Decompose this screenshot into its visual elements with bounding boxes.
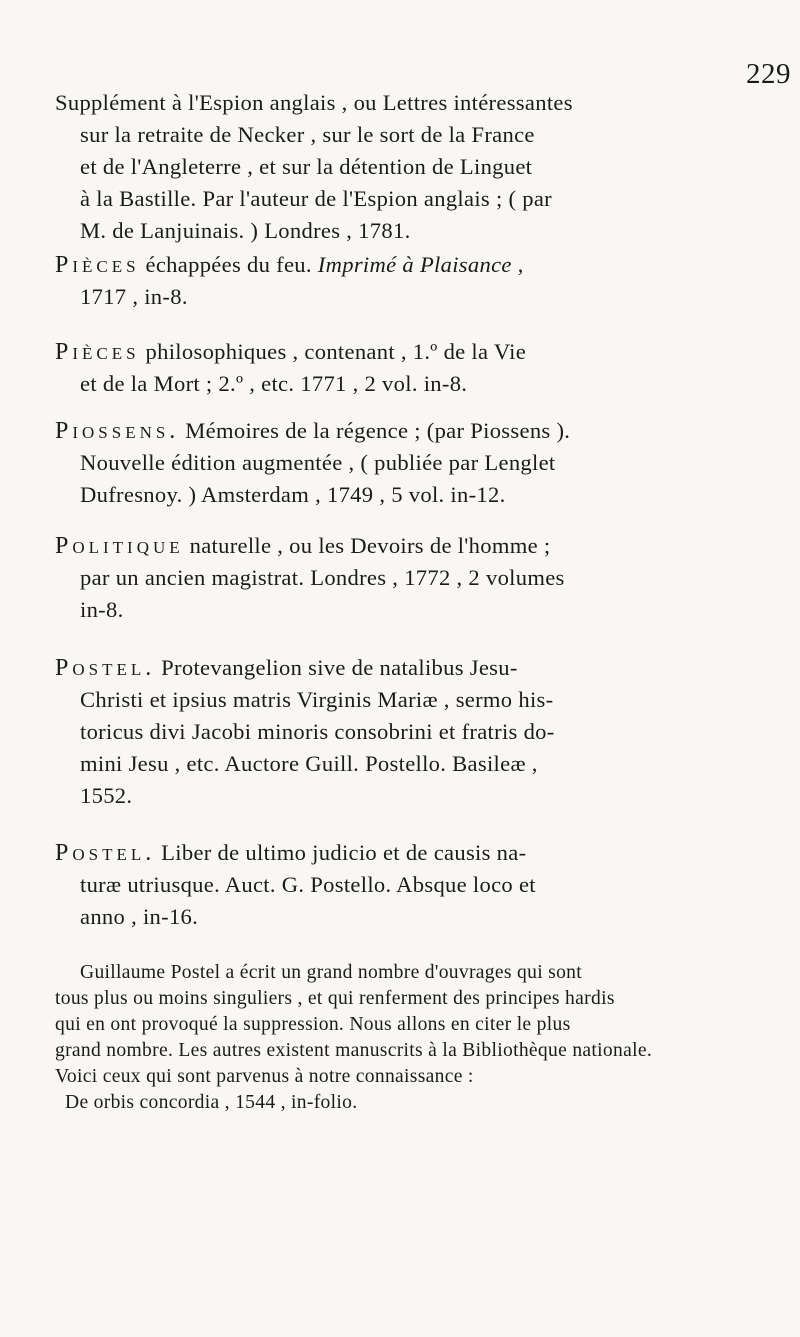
- entry-line: et de l'Angleterre , et sur la détention de Linguet: [80, 154, 533, 179]
- note-line: qui en ont provoqué la suppression. Nous allons en citer le plus: [55, 1014, 571, 1035]
- postel-note: [55, 960, 779, 1116]
- entry-line: [55, 837, 779, 869]
- entry-line: toricus divi Jacobi minoris consobrini et fratris do-: [80, 719, 555, 744]
- entry-text: Protevangelion sive de natalibus Jesu-: [155, 655, 518, 680]
- entry-text: ,: [511, 252, 524, 277]
- entry-pieces-philosophiques: [55, 336, 779, 400]
- entry-line: 1717 , in-8.: [80, 284, 188, 309]
- entry-line: [55, 652, 779, 684]
- entry-line: à la Bastille. Par l'auteur de l'Espion anglais ; ( par: [80, 186, 552, 211]
- entry-line: mini Jesu , etc. Auctore Guill. Postello. Basileæ ,: [80, 751, 538, 776]
- entry-postel-protevangelion: [55, 652, 779, 812]
- publication-place: Imprimé à Plaisance: [317, 252, 512, 277]
- entry-piossens: [55, 415, 779, 511]
- entry-line: sur la retraite de Necker , sur le sort de la France: [80, 122, 535, 147]
- entry-text: philosophiques , contenant , 1.º de la Vie: [139, 339, 527, 364]
- entry-postel-liber: [55, 837, 779, 933]
- entry-heading: Pièces: [55, 252, 140, 278]
- page-number: 229: [746, 58, 791, 90]
- entry-heading: Politique: [55, 533, 184, 559]
- entry-text: Mémoires de la régence ; (par Piossens ).: [179, 418, 571, 443]
- entry-text: échappées du feu.: [139, 252, 318, 277]
- note-line: De orbis concordia , 1544 , in-folio.: [65, 1092, 358, 1113]
- entry-line: Dufresnoy. ) Amsterdam , 1749 , 5 vol. in-12.: [80, 482, 506, 507]
- note-line: Guillaume Postel a écrit un grand nombre d'ouvrages qui sont: [80, 962, 583, 983]
- entry-line: par un ancien magistrat. Londres , 1772 , 2 volumes: [80, 565, 565, 590]
- entry-text: naturelle , ou les Devoirs de l'homme ;: [183, 533, 551, 558]
- entry-line: Nouvelle édition augmentée , ( publiée par Lenglet: [80, 450, 556, 475]
- entry-line: [55, 415, 779, 447]
- entry-line: Supplément à l'Espion anglais , ou Lettres intéressantes: [55, 90, 573, 115]
- entry-line: [55, 336, 779, 368]
- entry-line: Christi et ipsius matris Virginis Mariæ , sermo his-: [80, 687, 554, 712]
- entry-line: [55, 249, 779, 281]
- note-line: Voici ceux qui sont parvenus à notre connaissance :: [55, 1066, 474, 1087]
- note-line: tous plus ou moins singuliers , et qui renferment des principes hardis: [55, 988, 615, 1009]
- entry-heading: Postel.: [55, 655, 156, 681]
- entry-line: et de la Mort ; 2.º , etc. 1771 , 2 vol. in-8.: [80, 371, 468, 396]
- entry-heading: Postel.: [55, 840, 156, 866]
- entry-line: anno , in-16.: [80, 904, 199, 929]
- entry-line: [55, 530, 779, 562]
- entry-pieces-echappees: [55, 249, 779, 313]
- entry-espion-anglais: [55, 87, 779, 247]
- entry-text: Liber de ultimo judicio et de causis na-: [155, 840, 527, 865]
- entry-politique: [55, 530, 779, 626]
- note-line: grand nombre. Les autres existent manuscrits à la Bibliothèque nationale.: [55, 1040, 653, 1061]
- entry-line: 1552.: [80, 783, 133, 808]
- entry-line: in-8.: [80, 597, 124, 622]
- entry-heading: Pièces: [55, 339, 140, 365]
- entry-line: turæ utriusque. Auct. G. Postello. Absque loco et: [80, 872, 536, 897]
- entry-heading: Piossens.: [55, 418, 180, 444]
- entry-line: M. de Lanjuinais. ) Londres , 1781.: [80, 218, 411, 243]
